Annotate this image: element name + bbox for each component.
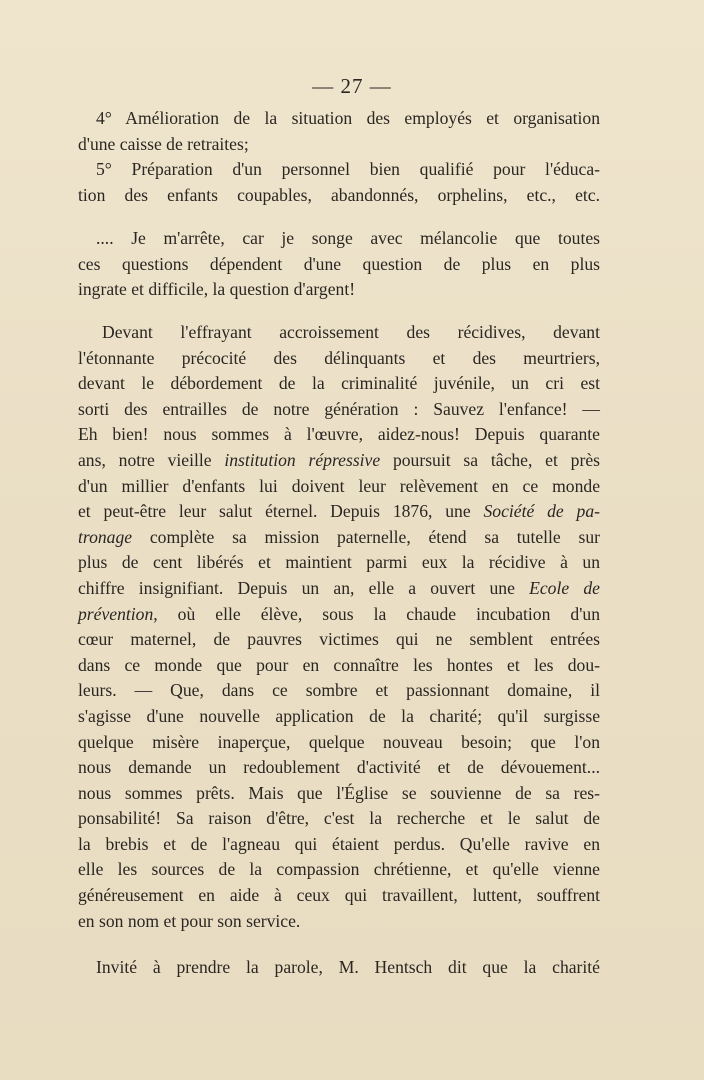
- text-line: nous demande un redoublement d'activité et de dévouement...: [78, 757, 600, 778]
- text-line: .... Je m'arrête, car je songe avec mélancolie que toutes: [96, 228, 600, 248]
- text-line: la brebis et de l'agneau qui étaient perdus. Qu'elle ravive en: [78, 833, 600, 854]
- text-line: Invité à prendre la parole, M. Hentsch dit que la charité: [96, 957, 600, 977]
- text-line: Eh bien! nous sommes à l'œuvre, aidez-nous! Depuis quarante: [78, 424, 600, 445]
- text-line: devant le débordement de la criminalité juvénile, un cri est: [78, 373, 600, 394]
- text-line: ces questions dépendent d'une question de plus en plus: [78, 253, 600, 274]
- italic-phrase: Société de pa-: [483, 501, 600, 522]
- text-line: cœur maternel, de pauvres victimes qui ne semblent entrées: [78, 629, 600, 650]
- text-line: quelque misère inaperçue, quelque nouveau besoin; que l'on: [78, 731, 600, 752]
- text-line: Devant l'effrayant accroissement des récidives, devant: [102, 322, 600, 342]
- text-line: généreusement en aide à ceux qui travaillent, luttent, souffrent: [78, 885, 600, 906]
- italic-phrase: institution répressive: [224, 449, 381, 470]
- text-run: où elle élève, sous la chaude incubation d'un: [157, 603, 600, 624]
- paragraph-list-items: [78, 106, 600, 208]
- paragraph-money-question: [78, 226, 600, 303]
- text-line: 5° Préparation d'un personnel bien qualifié pour l'éduca-: [96, 159, 600, 180]
- text-line: d'un millier d'enfants lui doivent leur relèvement en ce monde: [78, 475, 600, 496]
- text-line: l'étonnante précocité des délinquants et des meurtriers,: [78, 347, 600, 368]
- page-number: — 27 —: [312, 74, 392, 98]
- text-line: 4° Amélioration de la situation des employés et organisation: [96, 108, 600, 128]
- text-line: plus de cent libérés et maintient parmi eux la récidive à un: [78, 552, 600, 573]
- text-line: dans ce monde que pour en connaître les hontes et les dou-: [78, 654, 600, 675]
- text-line: [78, 602, 600, 628]
- italic-phrase: prévention,: [78, 603, 158, 624]
- text-line: leurs. — Que, dans ce sombre et passionnant domaine, il: [78, 680, 600, 701]
- text-line: d'une caisse de retraites;: [78, 133, 249, 154]
- text-line: [78, 448, 600, 474]
- text-run: poursuit sa tâche, et près: [380, 449, 600, 470]
- italic-phrase: tronage: [78, 526, 133, 547]
- text-line: sorti des entrailles de notre génération : Sauvez l'enfance! —: [78, 398, 600, 419]
- text-line: elle les sources de la compassion chrétienne, et qu'elle vienne: [78, 859, 600, 880]
- text-line: [78, 525, 600, 551]
- text-line: s'agisse d'une nouvelle application de la charité; qu'il surgisse: [78, 705, 600, 726]
- italic-phrase: Ecole de: [529, 577, 600, 598]
- text-line: [78, 499, 600, 525]
- text-run: ans, notre vieille: [78, 449, 225, 470]
- text-line: nous sommes prêts. Mais que l'Église se souvienne de sa res-: [78, 782, 600, 803]
- text-line: ponsabilité! Sa raison d'être, c'est la recherche et le salut de: [78, 808, 600, 829]
- paragraph-appeal: [78, 320, 600, 934]
- text-line: [78, 576, 600, 602]
- paragraph-hentsch: [78, 955, 600, 981]
- text-run: et peut-être leur salut éternel. Depuis 1876, une: [78, 501, 484, 522]
- text-run: chiffre insignifiant. Depuis un an, elle a ouvert une: [78, 577, 530, 598]
- text-line: tion des enfants coupables, abandonnés, orphelins, etc., etc.: [78, 184, 600, 205]
- text-run: complète sa mission paternelle, étend sa tutelle sur: [132, 526, 600, 547]
- text-line: ingrate et difficile, la question d'argent!: [78, 279, 356, 300]
- text-line: en son nom et pour son service.: [78, 910, 301, 931]
